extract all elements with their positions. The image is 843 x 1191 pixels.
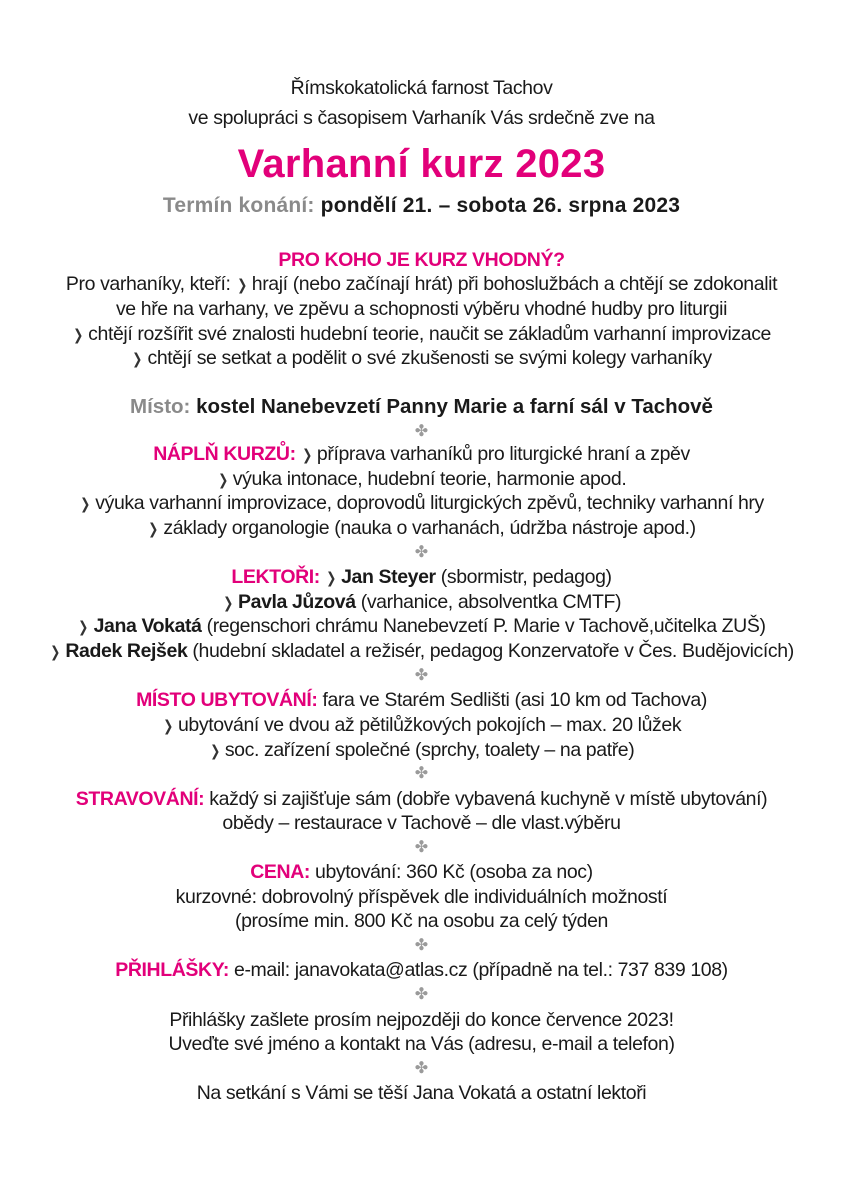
organizer-line xyxy=(0,76,843,101)
page-title xyxy=(0,141,843,187)
lecturer-line-3 xyxy=(0,614,843,641)
chevron-right-icon: ❯ xyxy=(236,277,247,294)
meals-line-1 xyxy=(0,787,843,812)
audience-text-3: chtějí rozšířit své znalosti hudební teorie, naučit se základům varhanní improvizace xyxy=(88,323,771,345)
audience-text-1: hrají (nebo začínají hrát) při bohoslužbách a chtějí se zdokonalit xyxy=(251,273,778,295)
audience-heading xyxy=(0,248,843,273)
separator-icon: ✤ xyxy=(414,986,429,1003)
meals-line-2 xyxy=(0,811,843,836)
separator-icon: ✤ xyxy=(414,839,429,856)
chevron-right-icon: ❯ xyxy=(78,619,89,636)
closing-line-2 xyxy=(0,1032,843,1057)
content-line-4 xyxy=(0,516,843,543)
date-line xyxy=(0,193,843,219)
lecturer-name: Jana Vokatá xyxy=(93,615,202,637)
audience-line-4 xyxy=(0,346,843,373)
chevron-right-icon: ❯ xyxy=(326,570,336,587)
lecturer-desc: (hudební skladatel a režisér, pedagog Konzervatoře v Čes. Budějovicích) xyxy=(192,640,794,662)
content-heading: NÁPLŇ KURZŮ: xyxy=(153,443,296,465)
separator-icon: ✤ xyxy=(414,544,429,561)
lecturer-desc: (regenschori chrámu Nanebevzetí P. Marie v Tachově,učitelka ZUŠ) xyxy=(206,615,766,637)
accommodation-text-3: soc. zařízení společné (sprchy, toalety – na patře) xyxy=(224,739,635,761)
lecturer-name: Jan Steyer xyxy=(341,566,436,588)
lecturer-name: Radek Rejšek xyxy=(65,640,188,662)
meals-text-2: obědy – restaurace v Tachově – dle vlast.výběru xyxy=(222,812,621,834)
accommodation-line-1 xyxy=(0,688,843,713)
lecturer-line-1 xyxy=(0,565,843,592)
content-item: výuka varhanní improvizace, doprovodů liturgických zpěvů, techniky varhanní hry xyxy=(95,492,764,514)
accommodation-line-2 xyxy=(0,713,843,740)
lecturer-desc: (sbormistr, pedagog) xyxy=(440,566,612,588)
chevron-right-icon: ❯ xyxy=(73,327,83,344)
chevron-right-icon: ❯ xyxy=(80,496,91,513)
chevron-right-icon: ❯ xyxy=(148,521,159,538)
separator-icon: ✤ xyxy=(414,1060,429,1077)
accommodation-heading: MÍSTO UBYTOVÁNÍ: xyxy=(136,689,318,711)
audience-text-2: ve hře na varhany, ve zpěvu a schopnosti výběru vhodné hudby pro liturgii xyxy=(115,298,728,320)
registration-heading: PŘIHLÁŠKY: xyxy=(115,959,229,981)
content-item: základy organologie (nauka o varhanách, údržba nástroje apod.) xyxy=(163,517,696,539)
invitation-line xyxy=(0,106,843,131)
chevron-right-icon: ❯ xyxy=(163,718,173,735)
audience-text-4: chtějí se setkat a podělit o své zkušenosti se svými kolegy varhaníky xyxy=(147,347,712,369)
closing-text-2: Uveďte své jméno a kontakt na Vás (adresu, e-mail a telefon) xyxy=(168,1033,675,1055)
organizer-text: Římskokatolická farnost Tachov xyxy=(290,77,553,99)
meals-heading: STRAVOVÁNÍ: xyxy=(75,788,205,810)
title-text: Varhanní kurz 2023 xyxy=(237,142,606,186)
content-line-2 xyxy=(0,467,843,494)
separator-icon: ✤ xyxy=(414,765,429,782)
chevron-right-icon: ❯ xyxy=(132,351,143,368)
lecturers-heading: LEKTOŘI: xyxy=(231,566,320,588)
chevron-right-icon: ❯ xyxy=(209,743,220,760)
accommodation-line-3 xyxy=(0,738,843,765)
price-line-3 xyxy=(0,909,843,934)
registration-line xyxy=(0,958,843,983)
separator-icon: ✤ xyxy=(414,937,429,954)
audience-line-2 xyxy=(0,297,843,322)
chevron-right-icon: ❯ xyxy=(301,447,312,464)
chevron-right-icon: ❯ xyxy=(223,595,233,612)
lecturer-name: Pavla Jůzová xyxy=(238,591,356,613)
registration-text: e-mail: janavokata@atlas.cz (případně na tel.: 737 839 108) xyxy=(234,959,728,981)
accommodation-text-2: ubytování ve dvou až pětilůžkových pokojích – max. 20 lůžek xyxy=(177,714,682,736)
date-value: pondělí 21. – sobota 26. srpna 2023 xyxy=(320,194,681,217)
lecturer-line-2 xyxy=(0,590,843,617)
audience-line-3 xyxy=(0,322,843,349)
date-label: Termín konání: xyxy=(162,194,315,217)
separator-icon: ✤ xyxy=(414,423,429,440)
audience-heading-text: PRO KOHO JE KURZ VHODNÝ? xyxy=(278,249,565,271)
price-text-1: ubytování: 360 Kč (osoba za noc) xyxy=(315,861,593,883)
place-line xyxy=(0,394,843,420)
price-heading: CENA: xyxy=(250,861,310,883)
price-line-2 xyxy=(0,885,843,910)
closing-text-1: Přihlášky zašlete prosím nejpozději do konce července 2023! xyxy=(169,1009,674,1031)
chevron-right-icon: ❯ xyxy=(217,472,228,489)
price-line-1 xyxy=(0,860,843,885)
accommodation-text-1: fara ve Starém Sedlišti (asi 10 km od Tachova) xyxy=(322,689,707,711)
closing-text-3: Na setkání s Vámi se těší Jana Vokatá a ostatní lektoři xyxy=(196,1082,647,1104)
chevron-right-icon: ❯ xyxy=(50,644,61,661)
closing-line-3 xyxy=(0,1081,843,1106)
content-item: příprava varhaníků pro liturgické hraní a zpěv xyxy=(316,443,690,465)
invitation-text: ve spolupráci s časopisem Varhaník Vás srdečně zve na xyxy=(188,107,655,129)
closing-line-1 xyxy=(0,1008,843,1033)
lecturer-desc: (varhanice, absolventka CMTF) xyxy=(360,591,622,613)
place-value: kostel Nanebevzetí Panny Marie a farní sál v Tachově xyxy=(196,395,713,418)
audience-line-1 xyxy=(0,272,843,299)
meals-text-1: každý si zajišťuje sám (dobře vybavená kuchyně v místě ubytování) xyxy=(209,788,768,810)
separator-icon: ✤ xyxy=(414,667,429,684)
content-line-1 xyxy=(0,442,843,469)
lecturer-line-4 xyxy=(0,639,843,666)
audience-intro: Pro varhaníky, kteří: xyxy=(65,273,231,295)
price-text-2: kurzovné: dobrovolný příspěvek dle individuálních možností xyxy=(175,886,668,908)
content-line-3 xyxy=(0,491,843,518)
place-label: Místo: xyxy=(130,395,191,418)
content-item: výuka intonace, hudební teorie, harmonie apod. xyxy=(232,468,627,490)
price-text-3: (prosíme min. 800 Kč na osobu za celý týden xyxy=(234,910,608,932)
